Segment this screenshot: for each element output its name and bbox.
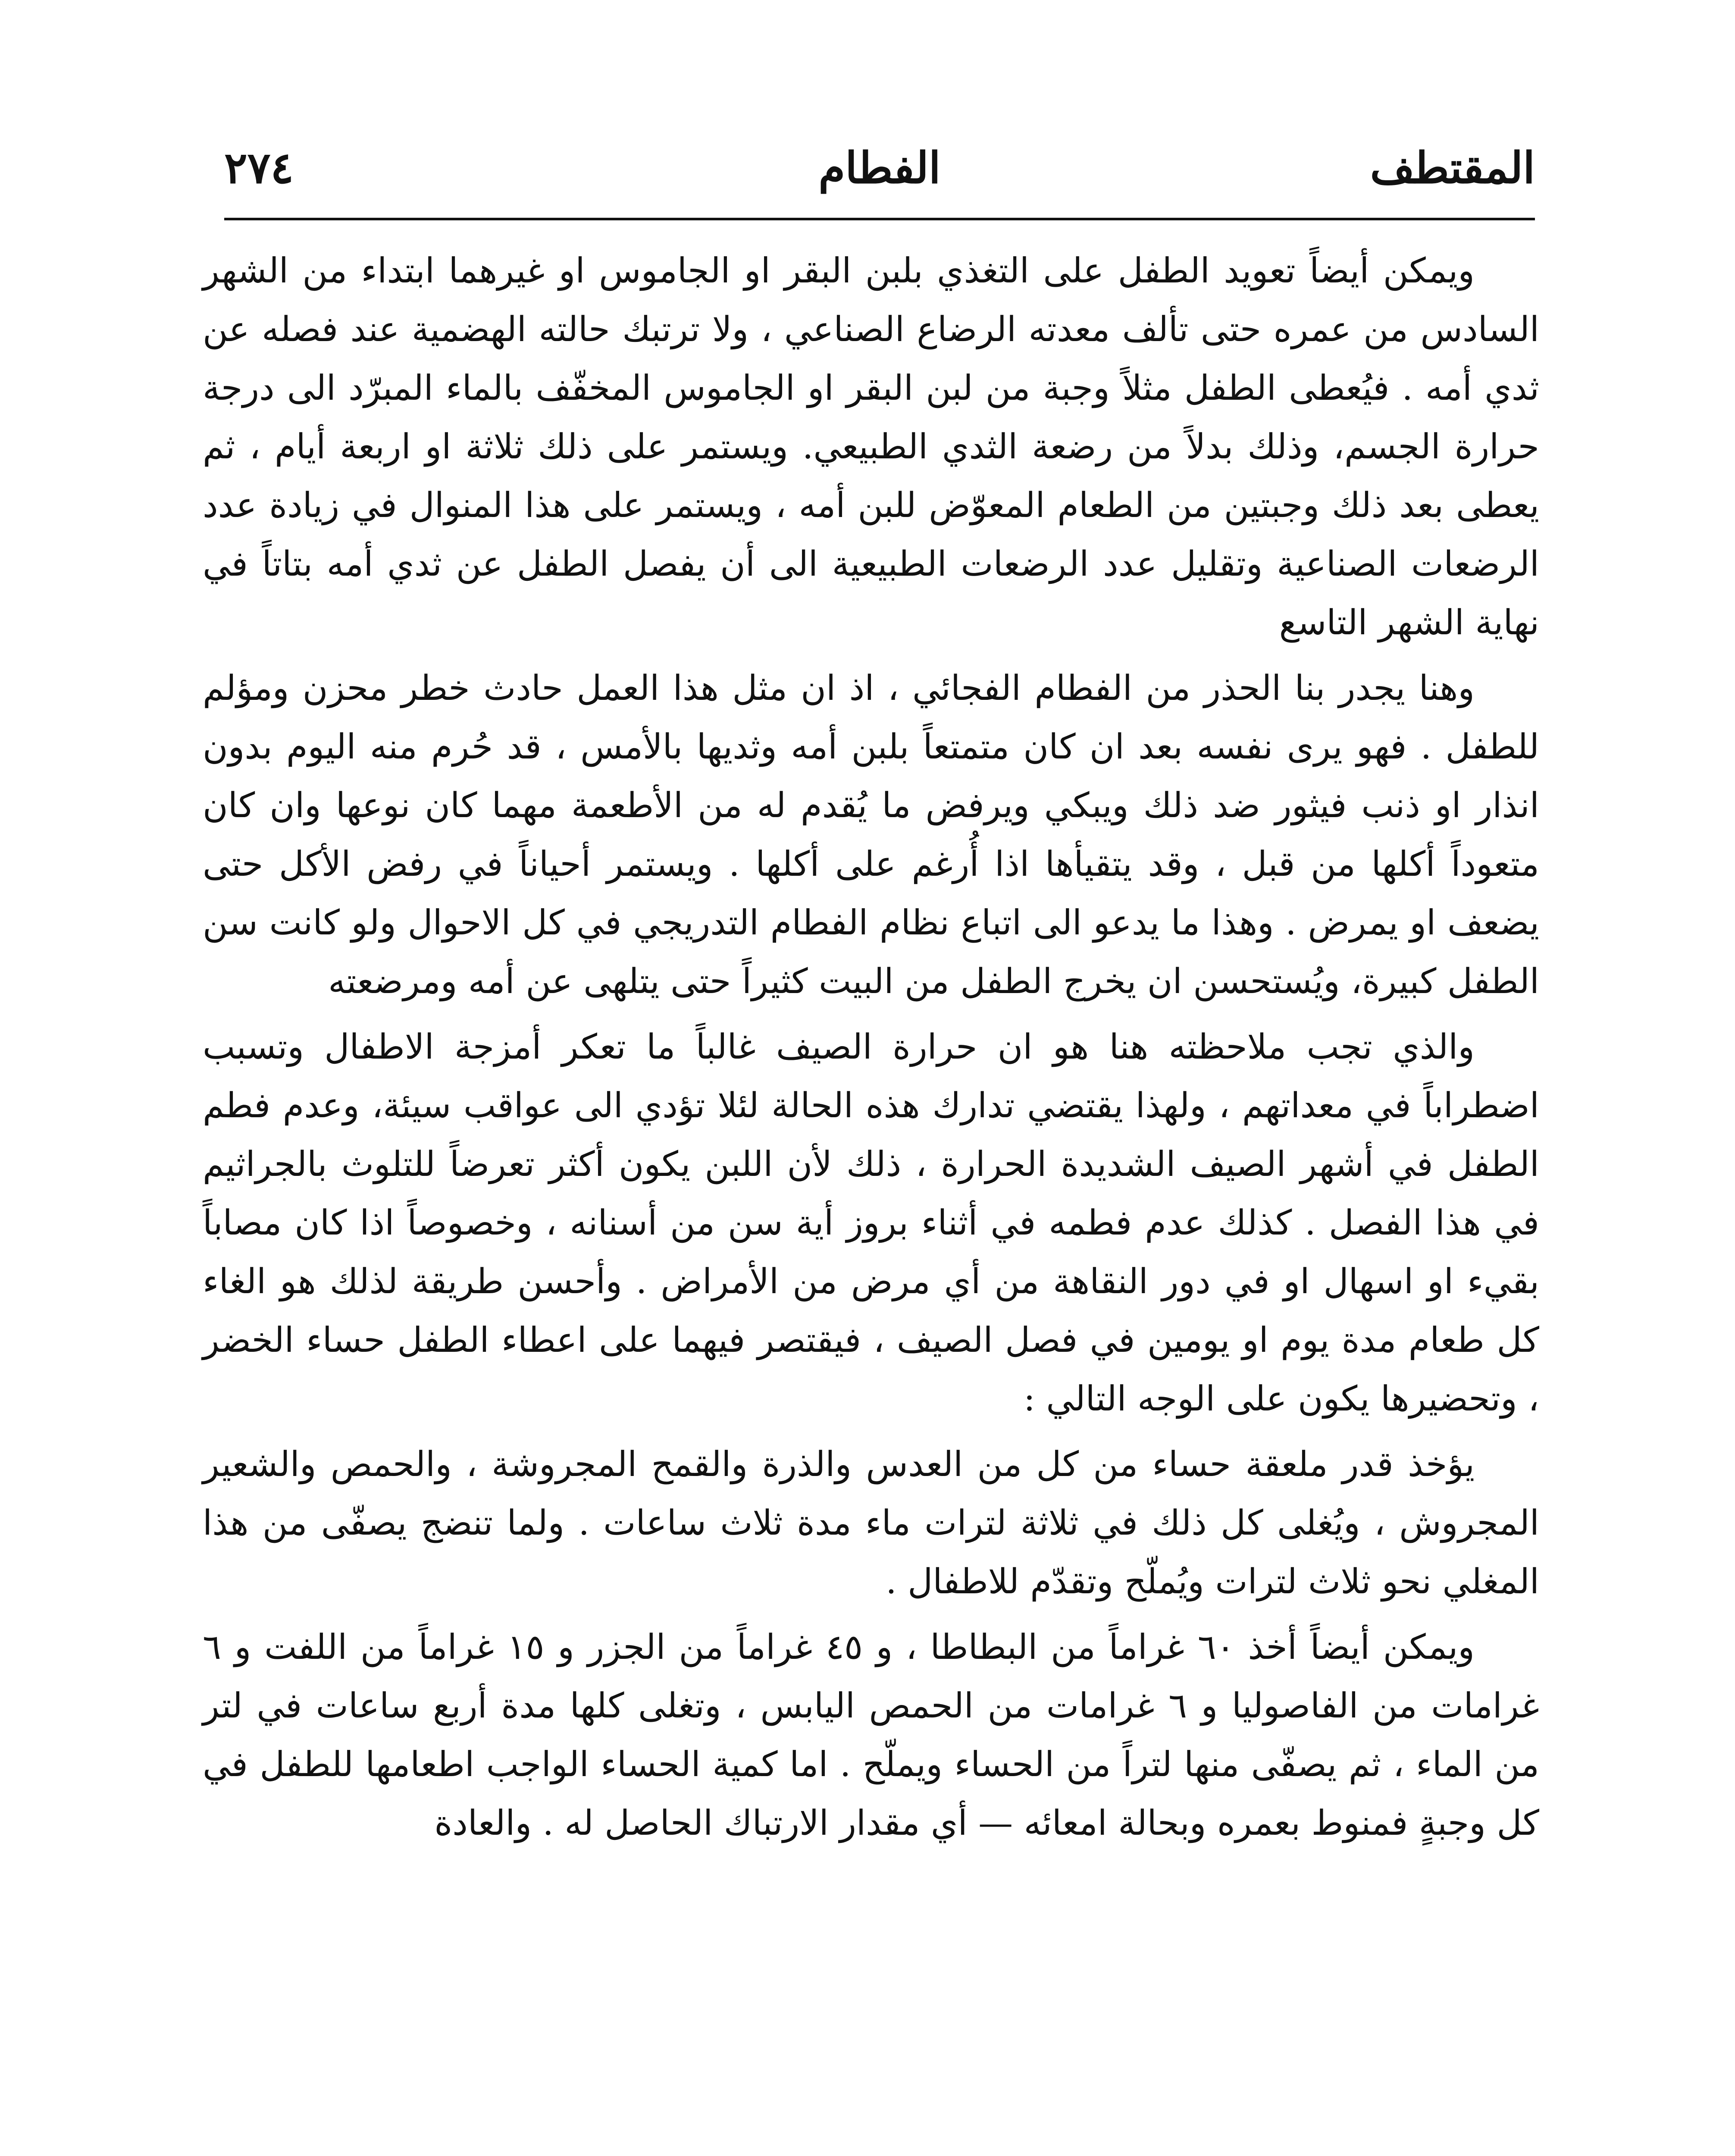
header-rule: [224, 218, 1535, 220]
journal-title: المقتطف: [1370, 142, 1535, 193]
section-title: الفطام: [818, 142, 941, 193]
paragraph: وهنا يجدر بنا الحذر من الفطام الفجائي ، اذ ان مثل هذا العمل حادث خطر محزن ومؤلم للطفل . فهو يرى نفسه بعد ان كان متمتعاً بلبن أمه وثديها بالأمس ، قد حُرم منه اليوم بدون انذار او ذنب فيثور ضد ذلك ويبكي ويرفض ما يُقدم له من الأطعمة مهما كان نوعها وان كان متعوداً أكلها من قبل ، وقد يتقيأها اذا أُرغم على أكلها . ويستمر أحياناً في رفض الأكل حتى يضعف او يمرض . وهذا ما يدعو الى اتباع نظام الفطام التدريجي في كل الاحوال ولو كانت سن الطفل كبيرة، ويُستحسن ان يخرج الطفل من البيت كثيراً حتى يتلهى عن أمه ومرضعته: [203, 668, 1540, 1001]
page-header: [224, 125, 1535, 207]
article-body: [203, 241, 1539, 2156]
paragraph: يؤخذ قدر ملعقة حساء من كل من العدس والذرة والقمح المجروشة ، والحمص والشعير المجروش ، ويُغلى كل ذلك في ثلاثة لترات ماء مدة ثلاث ساعات . ولما تنضج يصفّى من هذا المغلي نحو ثلاث لترات ويُملّح وتقدّم للاطفال .: [203, 1444, 1539, 1601]
paragraph: والذي تجب ملاحظته هنا هو ان حرارة الصيف غالباً ما تعكر أمزجة الاطفال وتسبب اضطراباً في معداتهم ، ولهذا يقتضي تدارك هذه الحالة لئلا تؤدي الى عواقب سيئة، وعدم فطم الطفل في أشهر الصيف الشديدة الحرارة ، ذلك لأن اللبن يكون أكثر تعرضاً للتلوث بالجراثيم في هذا الفصل . كذلك عدم فطمه في أثناء بروز أية سن من أسنانه ، وخصوصاً اذا كان مصاباً بقيء او اسهال او في دور النقاهة من أي مرض من الأمراض . وأحسن طريقة لذلك هو الغاء كل طعام مدة يوم او يومين في فصل الصيف ، فيقتصر فيهما على اعطاء الطفل حساء الخضر ، وتحضيرها يكون على الوجه التالي :: [203, 1027, 1540, 1419]
page-number: ٢٧٤: [224, 142, 294, 193]
paragraph: ويمكن أيضاً أخذ ٦٠ غراماً من البطاطا ، و ٤٥ غراماً من الجزر و ١٥ غراماً من اللفت و ٦ غرامات من الفاصوليا و ٦ غرامات من الحمص اليابس ، وتغلى كلها مدة أربع ساعات في لتر من الماء ، ثم يصفّى منها لتراً من الحساء ويملّح . اما كمية الحساء الواجب اطعامها للطفل في كل وجبةٍ فمنوط بعمره وبحالة امعائه — أي مقدار الارتباك الحاصل له . والعادة: [203, 1627, 1540, 1843]
paragraph: ويمكن أيضاً تعويد الطفل على التغذي بلبن البقر او الجاموس او غيرهما ابتداء من الشهر السادس من عمره حتى تألف معدته الرضاع الصناعي ، ولا ترتبك حالته الهضمية عند فصله عن ثدي أمه . فيُعطى الطفل مثلاً وجبة من لبن البقر او الجاموس المخفّف بالماء المبرّد الى درجة حرارة الجسم، وذلك بدلاً من رضعة الثدي الطبيعي. ويستمر على ذلك ثلاثة او اربعة أيام ، ثم يعطى بعد ذلك وجبتين من الطعام المعوّض للبن أمه ، ويستمر على هذا المنوال في زيادة عدد الرضعات الصناعية وتقليل عدد الرضعات الطبيعية الى أن يفصل الطفل عن ثدي أمه بتاتاً في نهاية الشهر التاسع: [203, 251, 1540, 642]
